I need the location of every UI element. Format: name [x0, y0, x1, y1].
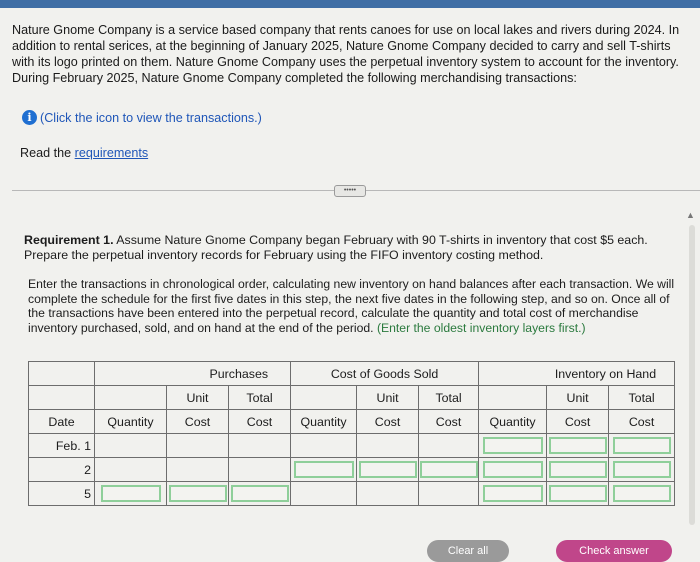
empty-cell [419, 482, 479, 506]
inventory-quantity-input[interactable] [483, 485, 543, 502]
requirements-link[interactable]: requirements [74, 146, 149, 160]
empty-cell [291, 434, 357, 458]
blank-sub [29, 386, 95, 410]
clear-all-button[interactable]: Clear all [427, 540, 509, 562]
problem-intro: Nature Gnome Company is a service based company that rents canoes for use on local lakes and rivers during 2024. In addition to rental serices, at the beginning of January 2025, Nature Gnome Company decided to carry and sell T-shirts with its logo printed on them. Nature Gnome Company uses the perpetual inventory system to account for the inventory. During February 2025, Nature Gnome Company completed the following merchandising transactions: [12, 23, 680, 85]
purchases-header: Purchases [95, 362, 291, 386]
instructions-text: Enter the transactions in chronological order, calculating new inventory on hand balances after each transaction. We will complete the schedule for the first five dates in this step, the next five dates in the following step, and so on. Once all of the transactions have been entered into the perpetual record, calculate the quantity and total cost of merchandise inventory purchased, sold, and on hand at the end of the period. [28, 277, 675, 335]
blank-sub [95, 386, 167, 410]
transactions-info-link[interactable] [22, 110, 262, 125]
scrollbar[interactable] [689, 225, 695, 525]
row-date: Feb. 1 [29, 434, 95, 458]
purchases-total-cost-input[interactable] [231, 485, 289, 502]
empty-cell [357, 482, 419, 506]
inventory-unit-cost-input[interactable] [549, 461, 607, 478]
read-requirements [20, 146, 148, 160]
cogs-total-cost-input[interactable] [420, 461, 478, 478]
cogs-quantity-header: Quantity [291, 410, 357, 434]
inventory-total-cost-input[interactable] [613, 437, 671, 454]
empty-cell [291, 482, 357, 506]
inventory-total-cost-input[interactable] [613, 485, 671, 502]
scroll-up-arrow-icon[interactable]: ▲ [686, 210, 695, 220]
inventory-unit-cost-input[interactable] [549, 437, 607, 454]
table-row [29, 458, 675, 482]
row-date: 2 [29, 458, 95, 482]
purchases-total-label: Total [229, 386, 291, 410]
inventory-quantity-input[interactable] [483, 437, 543, 454]
empty-cell [95, 458, 167, 482]
cogs-quantity-input[interactable] [294, 461, 354, 478]
cogs-unit-cost-input[interactable] [359, 461, 417, 478]
inventory-header: Inventory on Hand [479, 362, 675, 386]
blank-sub [479, 386, 547, 410]
cogs-total-cost-header: Cost [419, 410, 479, 434]
purchases-total-cost-header: Cost [229, 410, 291, 434]
purchases-quantity-input[interactable] [101, 485, 161, 502]
cogs-header: Cost of Goods Sold [291, 362, 479, 386]
blank-sub [291, 386, 357, 410]
inventory-total-cost-input[interactable] [613, 461, 671, 478]
empty-cell [419, 434, 479, 458]
cogs-unit-label: Unit [357, 386, 419, 410]
empty-cell [167, 458, 229, 482]
inventory-unit-cost-input[interactable] [549, 485, 607, 502]
purchases-cost-header: Cost [167, 410, 229, 434]
cogs-cost-header: Cost [357, 410, 419, 434]
date-column-header: Date [29, 410, 95, 434]
instructions-hint: (Enter the oldest inventory layers first.) [373, 320, 586, 335]
requirement-1 [24, 233, 684, 263]
empty-cell [229, 458, 291, 482]
purchases-unit-cost-input[interactable] [169, 485, 227, 502]
inventory-cost-header: Cost [547, 410, 609, 434]
empty-cell [95, 434, 167, 458]
inventory-unit-label: Unit [547, 386, 609, 410]
inventory-total-cost-header: Cost [609, 410, 675, 434]
check-answer-button[interactable]: Check answer [556, 540, 672, 562]
instructions [28, 277, 678, 335]
perpetual-inventory-record [28, 361, 675, 506]
empty-cell [357, 434, 419, 458]
empty-cell [167, 434, 229, 458]
row-date: 5 [29, 482, 95, 506]
inventory-quantity-input[interactable] [483, 461, 543, 478]
blank-header [29, 362, 95, 386]
info-icon[interactable]: i [22, 110, 37, 125]
expand-more-button[interactable]: ••••• [334, 185, 366, 197]
purchases-unit-label: Unit [167, 386, 229, 410]
requirement-1-label: Requirement 1. [24, 233, 114, 247]
empty-cell [229, 434, 291, 458]
inventory-quantity-header: Quantity [479, 410, 547, 434]
transactions-link-text[interactable]: (Click the icon to view the transactions.) [40, 110, 262, 125]
table-row [29, 434, 675, 458]
read-requirements-prefix: Read the [20, 146, 75, 160]
inventory-total-label: Total [609, 386, 675, 410]
cogs-total-label: Total [419, 386, 479, 410]
top-bar [0, 0, 700, 8]
table-row [29, 482, 675, 506]
requirement-1-text: Assume Nature Gnome Company began February with 90 T-shirts in inventory that cost $5 each. Prepare the perpetual inventory records for February using the FIFO inventory costing method. [24, 233, 648, 262]
purchases-quantity-header: Quantity [95, 410, 167, 434]
